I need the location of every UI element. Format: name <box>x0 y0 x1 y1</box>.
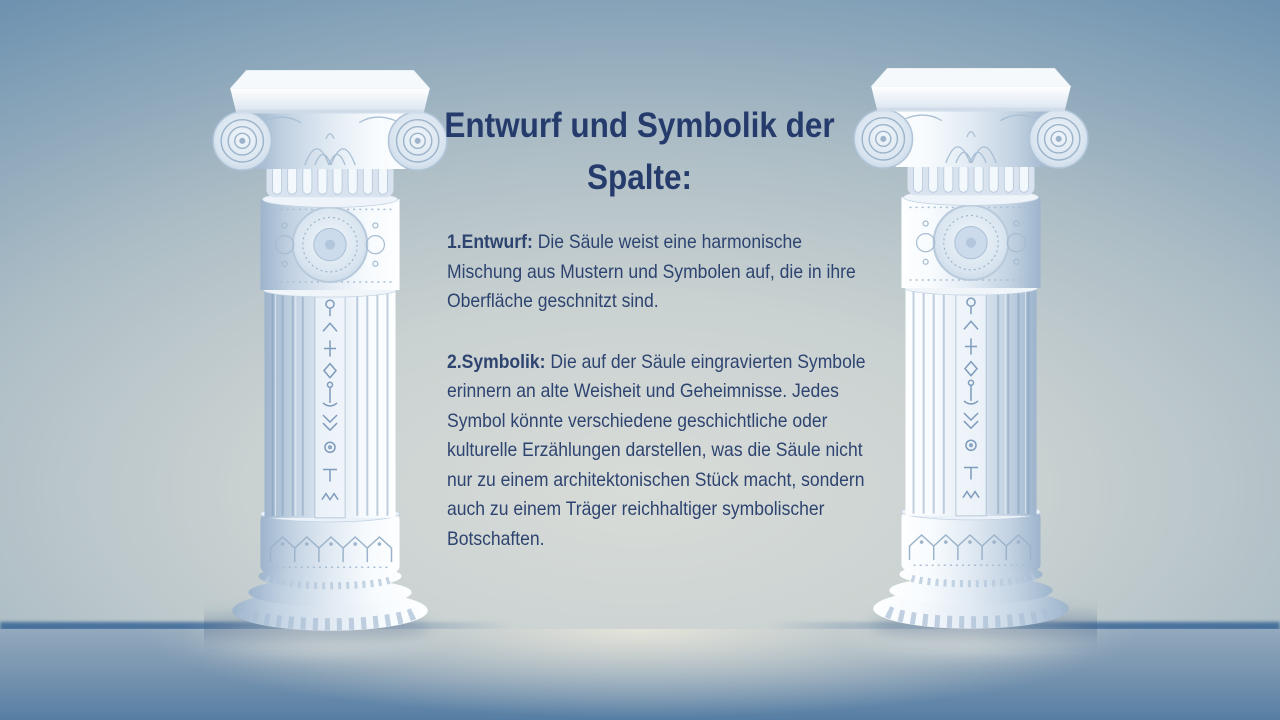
body-text <box>447 228 877 554</box>
page-title: Entwurf und Symbolik der Spalte: <box>444 106 835 197</box>
body-paragraph-entwurf <box>447 228 877 317</box>
right-column-illustration <box>845 46 1097 651</box>
left-column-illustration <box>204 48 456 653</box>
paragraph-label: 1.Entwurf: <box>447 231 533 253</box>
paragraph-label: 2.Symbolik: <box>447 350 546 373</box>
paragraph-text: Die Säule weist eine harmonische Mischung aus Mustern und Symbolen auf, die in ihre Oberfläche geschnitzt sind. <box>447 231 856 312</box>
body-paragraph-symbolik <box>447 348 877 555</box>
paragraph-text: Die auf der Säule eingravierten Symbole erinnern an alte Weisheit und Geheimnisse. Jedes Symbol könnte verschiedene geschichtliche oder kulturelle Erzählungen darstellen, was die Säule nicht nur zu einem architektonischen Stück macht, sondern auch zu einem Träger reichhaltiger symbolischer Botschaften. <box>447 350 866 550</box>
